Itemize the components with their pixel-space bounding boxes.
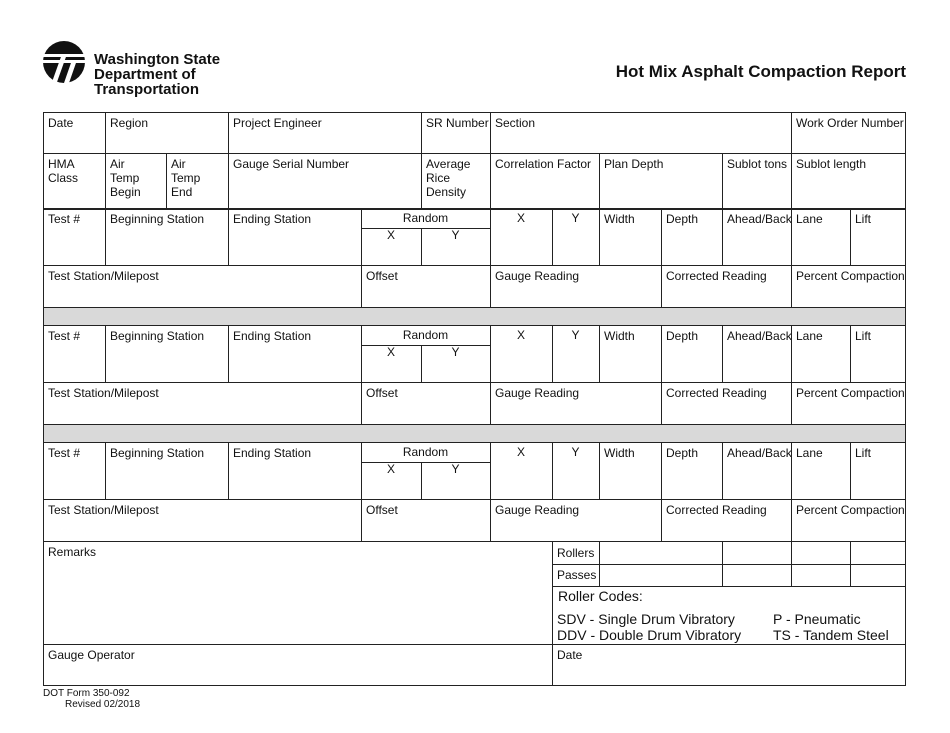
- ending-station-field[interactable]: Ending Station: [233, 212, 312, 226]
- grid-line: [361, 462, 490, 463]
- passes-cell-4[interactable]: [850, 564, 906, 586]
- grid-line: [599, 325, 600, 382]
- lift-field[interactable]: Lift: [855, 212, 872, 226]
- gauge-reading-field[interactable]: Gauge Reading: [495, 386, 580, 400]
- percent-compaction-field[interactable]: Percent Compaction: [796, 269, 905, 283]
- x-field[interactable]: X: [516, 445, 525, 459]
- ahead-back-field[interactable]: Ahead/Back: [727, 212, 792, 226]
- gauge-operator-field[interactable]: Gauge Operator: [48, 648, 135, 662]
- grid-line: [599, 442, 600, 499]
- grid-line: [43, 424, 906, 425]
- x-field[interactable]: X: [516, 328, 525, 342]
- offset-field[interactable]: Offset: [366, 503, 398, 517]
- beginning-station-field[interactable]: Beginning Station: [110, 329, 205, 343]
- passes-cell-2[interactable]: [722, 564, 791, 586]
- grid-line: [421, 462, 422, 499]
- grid-line: [722, 325, 723, 382]
- passes-label: Passes: [557, 568, 597, 582]
- grid-line: [228, 112, 229, 208]
- y-field[interactable]: Y: [571, 445, 580, 459]
- grid-line: [661, 325, 662, 424]
- corrected-reading-field[interactable]: Corrected Reading: [666, 386, 767, 400]
- grid-line: [166, 153, 167, 208]
- y-field[interactable]: Y: [571, 211, 580, 225]
- grid-line: [661, 208, 662, 307]
- ending-station-field[interactable]: Ending Station: [233, 446, 312, 460]
- grid-line: [791, 442, 792, 541]
- work-order-field[interactable]: Work Order Number: [796, 116, 904, 130]
- form-number: DOT Form 350-092: [43, 688, 130, 699]
- random-x-field[interactable]: X: [386, 228, 395, 242]
- org-name: [94, 52, 302, 97]
- width-field[interactable]: Width: [604, 446, 635, 460]
- roller-code-ts: TS - Tandem Steel: [773, 627, 889, 643]
- percent-compaction-field[interactable]: Percent Compaction: [796, 386, 905, 400]
- remarks-field[interactable]: Remarks: [48, 545, 97, 559]
- hma-class-field[interactable]: HMA Class: [48, 157, 79, 185]
- grid-line: [43, 382, 906, 383]
- roller-codes-title: Roller Codes:: [558, 588, 643, 604]
- wsdot-logo-icon: [42, 40, 86, 84]
- gauge-reading-field[interactable]: Gauge Reading: [495, 269, 580, 283]
- depth-field[interactable]: Depth: [666, 329, 699, 343]
- depth-field[interactable]: Depth: [666, 212, 699, 226]
- grid-line: [791, 541, 792, 586]
- grid-line: [361, 442, 362, 541]
- grid-line: [850, 325, 851, 382]
- grid-line: [421, 345, 422, 382]
- air-temp-begin-field[interactable]: Air Temp Begin: [110, 157, 141, 199]
- roller-code-ddv: DDV - Double Drum Vibratory: [557, 627, 742, 643]
- form-revision: Revised 02/2018: [65, 699, 141, 710]
- grid-line: [43, 265, 906, 266]
- roller-code-sdv: SDV - Single Drum Vibratory: [557, 611, 735, 627]
- grid-line: [722, 153, 723, 208]
- grid-line: [105, 112, 106, 208]
- gauge-reading-field[interactable]: Gauge Reading: [495, 503, 580, 517]
- org-line-2: Department of Transportation: [94, 66, 200, 98]
- lane-field[interactable]: Lane: [796, 329, 823, 343]
- test-number-field[interactable]: Test #: [48, 329, 81, 343]
- depth-field[interactable]: Depth: [666, 446, 699, 460]
- ahead-back-field[interactable]: Ahead/Back: [727, 446, 792, 460]
- sublot-length-field[interactable]: Sublot length: [796, 157, 867, 171]
- test-station-field[interactable]: Test Station/Milepost: [48, 503, 159, 517]
- lane-field[interactable]: Lane: [796, 446, 823, 460]
- width-field[interactable]: Width: [604, 212, 635, 226]
- grid-line: [552, 442, 553, 499]
- corrected-reading-field[interactable]: Corrected Reading: [666, 269, 767, 283]
- test-number-field[interactable]: Test #: [48, 212, 81, 226]
- width-field[interactable]: Width: [604, 329, 635, 343]
- grid-line: [490, 112, 491, 208]
- grid-line: [361, 325, 362, 424]
- percent-compaction-field[interactable]: Percent Compaction: [796, 503, 905, 517]
- wsdot-logo: [42, 40, 302, 98]
- grid-line: [228, 442, 229, 499]
- random-header: Random: [402, 328, 449, 342]
- operator-date-field[interactable]: Date: [557, 648, 583, 662]
- project-engineer-field[interactable]: Project Engineer: [233, 116, 322, 130]
- lane-field[interactable]: Lane: [796, 212, 823, 226]
- separator-band-2: [44, 424, 905, 442]
- roller-cell-2[interactable]: [722, 541, 791, 564]
- grid-line: [228, 325, 229, 382]
- roller-cell-3[interactable]: [791, 541, 850, 564]
- grid-line: [43, 442, 906, 443]
- grid-line: [722, 541, 723, 586]
- grid-line: [490, 325, 491, 424]
- grid-line: [43, 499, 906, 500]
- passes-cell-3[interactable]: [791, 564, 850, 586]
- random-y-field[interactable]: Y: [451, 228, 460, 242]
- grid-line: [105, 208, 106, 265]
- report-title: Hot Mix Asphalt Compaction Report: [615, 62, 906, 81]
- correlation-factor-field[interactable]: Correlation Factor: [495, 157, 592, 171]
- grid-line: [43, 208, 906, 210]
- grid-line: [552, 325, 553, 382]
- grid-line: [661, 442, 662, 541]
- grid-line: [43, 325, 906, 326]
- grid-line: [552, 564, 906, 565]
- random-y-field[interactable]: Y: [451, 345, 460, 359]
- grid-line: [850, 208, 851, 265]
- plan-depth-field[interactable]: Plan Depth: [604, 157, 664, 171]
- region-field[interactable]: Region: [110, 116, 149, 130]
- random-header: Random: [402, 211, 449, 225]
- roller-cell-1[interactable]: [599, 541, 722, 564]
- grid-line: [361, 208, 362, 307]
- grid-line: [361, 345, 490, 346]
- grid-line: [552, 541, 553, 686]
- grid-line: [43, 153, 906, 154]
- roller-cell-4[interactable]: [850, 541, 906, 564]
- section-field[interactable]: Section: [495, 116, 536, 130]
- grid-line: [722, 442, 723, 499]
- test-station-field[interactable]: Test Station/Milepost: [48, 269, 159, 283]
- grid-line: [850, 442, 851, 499]
- y-field[interactable]: Y: [571, 328, 580, 342]
- test-number-field[interactable]: Test #: [48, 446, 81, 460]
- sr-number-field[interactable]: SR Number: [426, 116, 489, 130]
- grid-line: [421, 228, 422, 265]
- passes-cell-1[interactable]: [599, 564, 722, 586]
- beginning-station-field[interactable]: Beginning Station: [110, 446, 205, 460]
- grid-line: [599, 541, 600, 586]
- grid-line: [228, 208, 229, 265]
- ending-station-field[interactable]: Ending Station: [233, 329, 312, 343]
- grid-line: [43, 644, 906, 645]
- test-station-field[interactable]: Test Station/Milepost: [48, 386, 159, 400]
- grid-line: [490, 442, 491, 541]
- air-temp-end-field[interactable]: Air Temp End: [171, 157, 201, 199]
- org-line-1: Washington State: [94, 51, 221, 68]
- grid-line: [599, 153, 600, 208]
- rollers-label: Rollers: [557, 546, 595, 560]
- grid-line: [421, 112, 422, 208]
- separator-band-1: [44, 307, 905, 325]
- gauge-serial-field[interactable]: Gauge Serial Number: [233, 157, 350, 171]
- grid-line: [43, 541, 906, 542]
- grid-line: [552, 586, 906, 587]
- roller-code-p: P - Pneumatic: [773, 611, 861, 627]
- offset-field[interactable]: Offset: [366, 269, 398, 283]
- beginning-station-field[interactable]: Beginning Station: [110, 212, 205, 226]
- random-x-field[interactable]: X: [386, 345, 395, 359]
- grid-line: [105, 325, 106, 382]
- grid-line: [105, 442, 106, 499]
- avg-rice-density-field[interactable]: Average Rice Density: [426, 157, 471, 199]
- grid-line: [850, 541, 851, 586]
- sublot-tons-field[interactable]: Sublot tons: [727, 157, 788, 171]
- grid-line: [722, 208, 723, 265]
- grid-line: [552, 208, 553, 265]
- grid-line: [490, 208, 491, 307]
- corrected-reading-field[interactable]: Corrected Reading: [666, 503, 767, 517]
- random-y-field[interactable]: Y: [451, 462, 460, 476]
- grid-line: [43, 307, 906, 308]
- random-x-field[interactable]: X: [386, 462, 395, 476]
- offset-field[interactable]: Offset: [366, 386, 398, 400]
- grid-line: [361, 228, 490, 229]
- lift-field[interactable]: Lift: [855, 446, 872, 460]
- grid-line: [791, 208, 792, 307]
- grid-line: [599, 208, 600, 265]
- grid-line: [791, 325, 792, 424]
- grid-line: [791, 112, 792, 208]
- lift-field[interactable]: Lift: [855, 329, 872, 343]
- ahead-back-field[interactable]: Ahead/Back: [727, 329, 792, 343]
- x-field[interactable]: X: [516, 211, 525, 225]
- date-field[interactable]: Date: [48, 116, 74, 130]
- random-header: Random: [402, 445, 449, 459]
